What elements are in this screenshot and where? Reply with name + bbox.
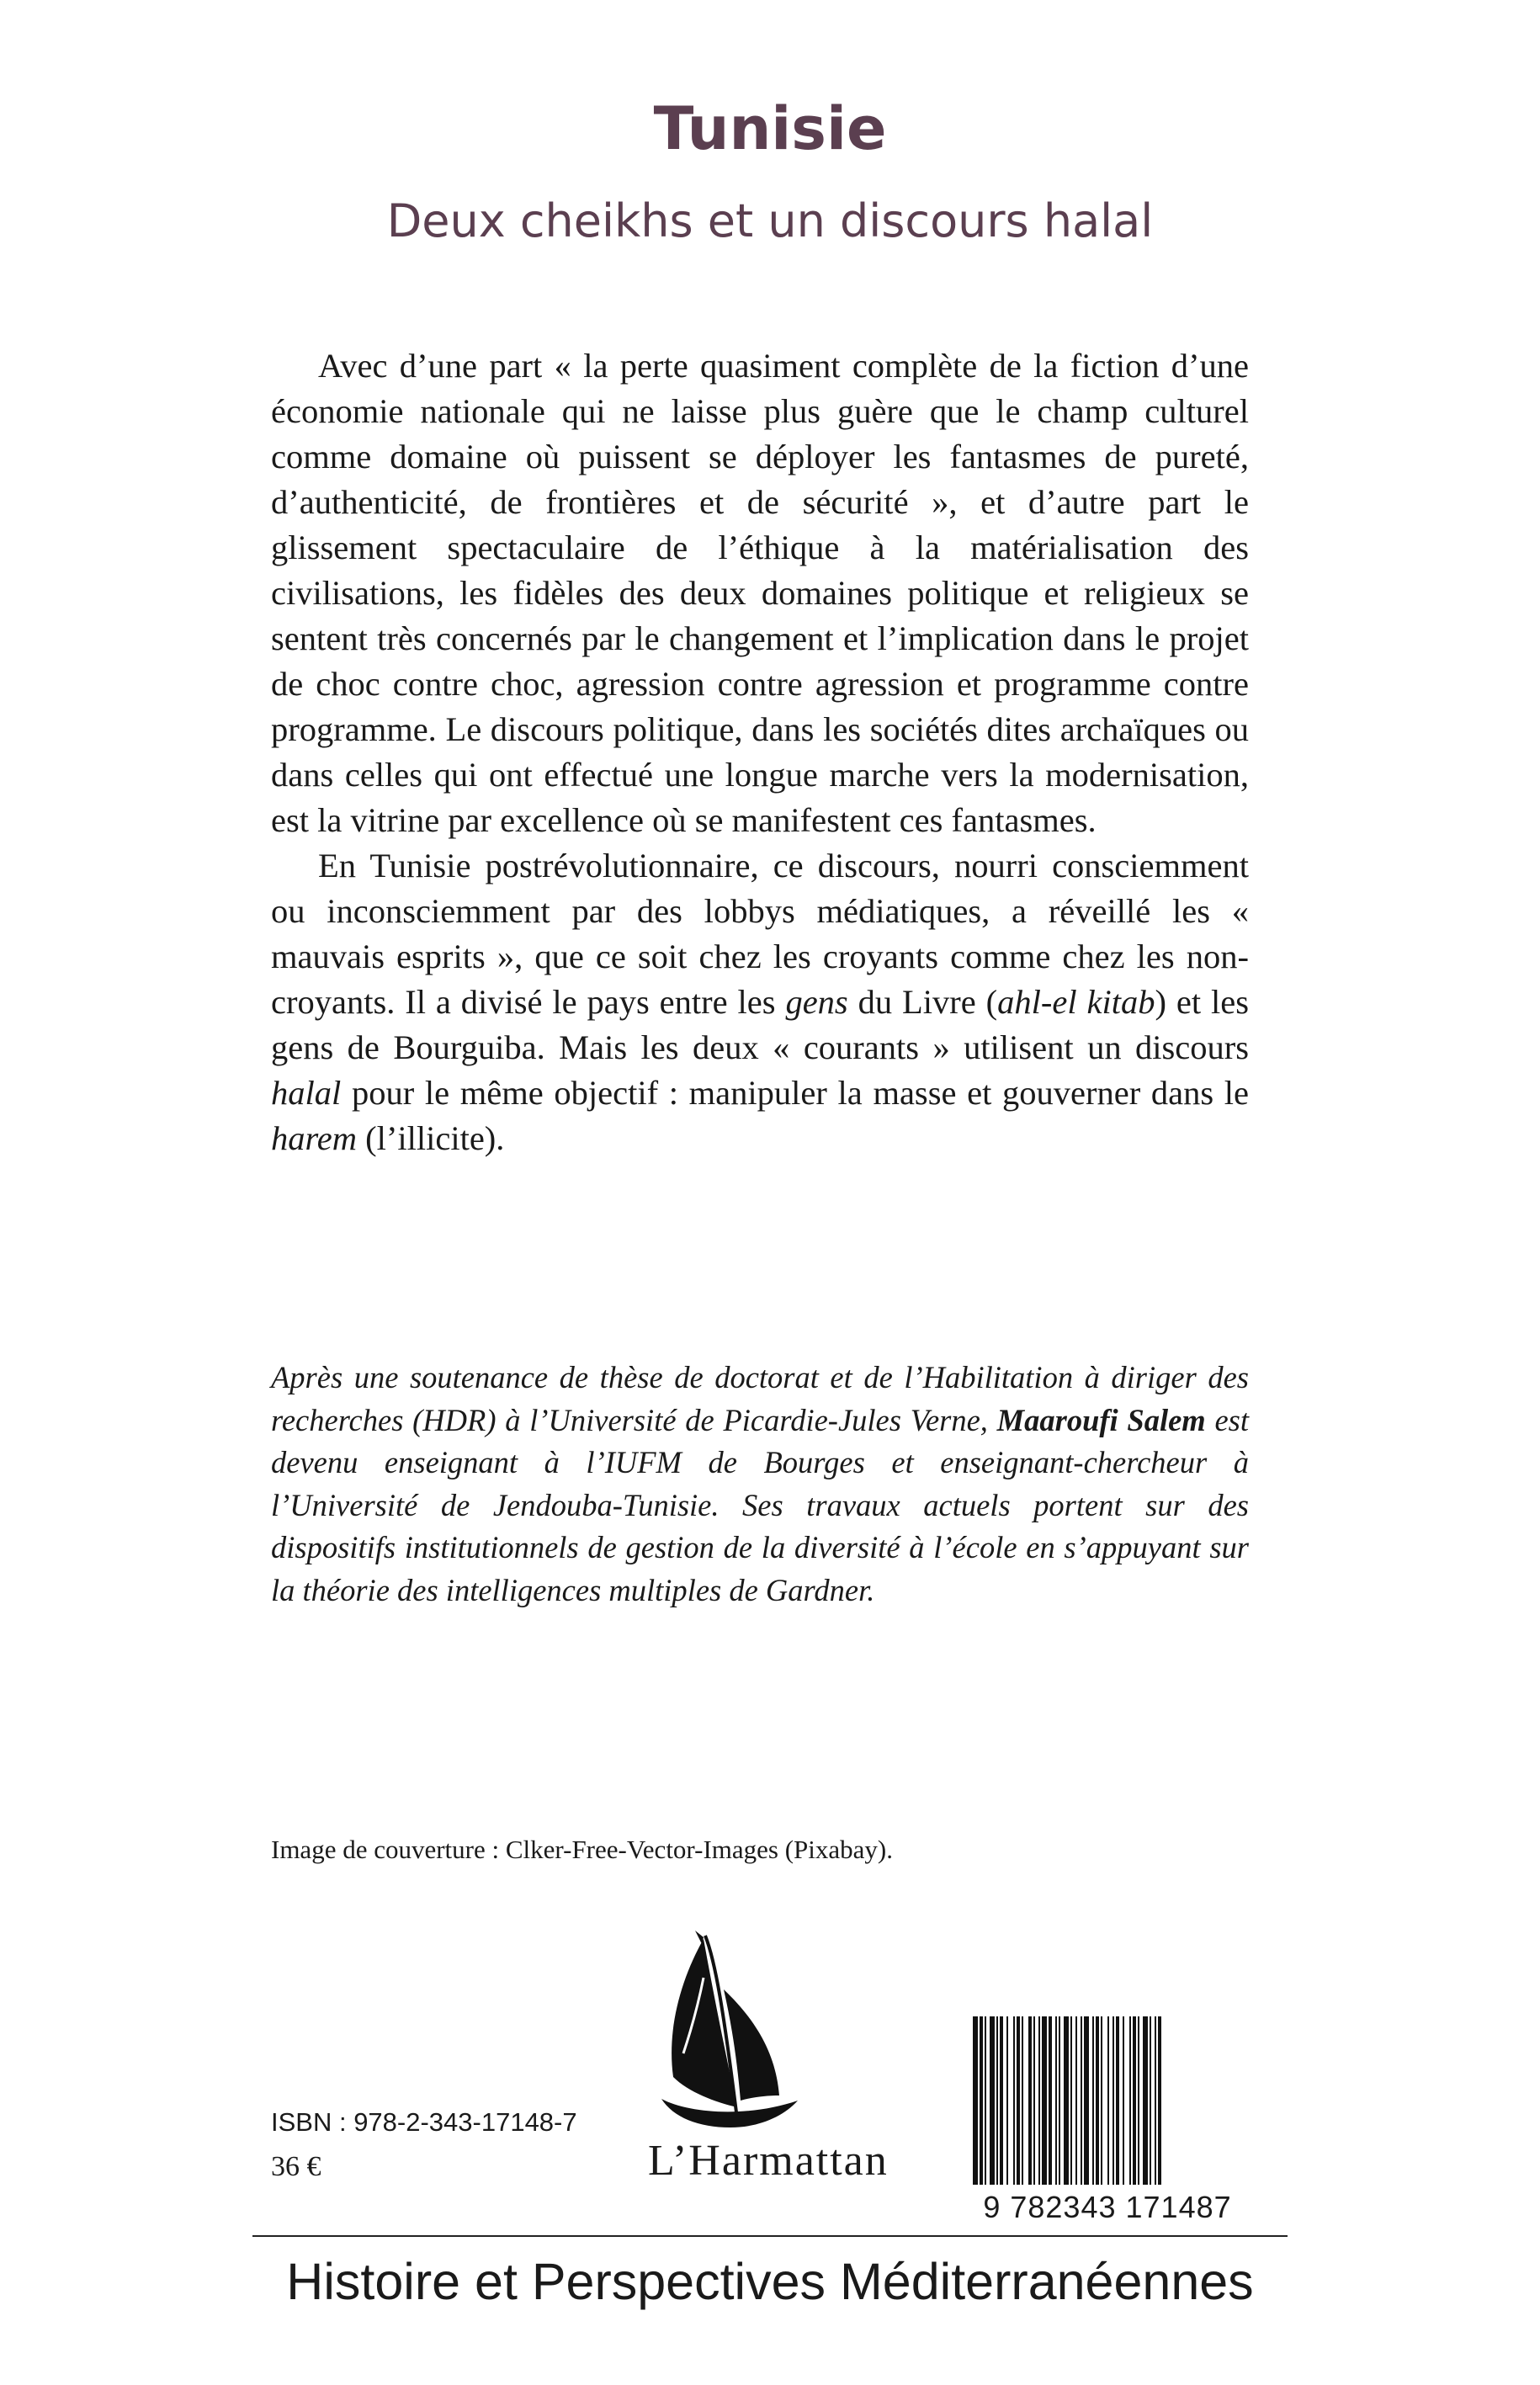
barcode-bar: [1042, 2016, 1047, 2185]
barcode-bar: [1101, 2016, 1102, 2185]
barcode: [966, 2016, 1249, 2227]
barcode-bar: [1129, 2016, 1131, 2185]
p2-italic-harem: harem: [271, 1119, 357, 1157]
summary-text: [271, 343, 1249, 1161]
barcode-bar: [1000, 2016, 1003, 2185]
book-title: Tunisie: [653, 94, 887, 163]
p2-text-c: ) et les gens de Bourguiba. Mais les deux « courants » utilisent un discours: [271, 983, 1249, 1066]
barcode-digits: 9 782343 171487: [983, 2190, 1232, 2224]
barcode-bar: [1123, 2016, 1124, 2185]
author-name: Maaroufi Salem: [996, 1402, 1206, 1437]
barcode-bar: [1092, 2016, 1094, 2185]
bio-text-b: est devenu enseignant à l’IUFM de Bourges et enseignant-chercheur à l’Université de Jendouba-Tunisie. Ses travaux actuels portent sur des dispositifs institutionnels de gestion de la diversité à l’école en s’appuyant sur la théorie des intelligences multiples de Gardner.: [271, 1402, 1249, 1607]
p2-text-d: pour le même objectif : manipuler la masse et gouverner dans le: [341, 1074, 1249, 1112]
barcode-bar: [1084, 2016, 1089, 2185]
sailboat-logo-icon: [589, 1927, 909, 2146]
barcode-bar: [1133, 2016, 1136, 2185]
barcode-bar: [1049, 2016, 1052, 2185]
barcode-bar: [1143, 2016, 1148, 2185]
series-name: Histoire et Perspectives Méditerranéennes: [286, 2253, 1254, 2310]
divider-line: [252, 2235, 1288, 2237]
summary-paragraph-2: [271, 843, 1249, 1161]
bio-text-a: Après une soutenance de thèse de doctorat et de l’Habilitation à diriger des recherches (HDR) à l’Université de Picardie-Jules Verne,: [271, 1360, 1249, 1437]
author-bio: [271, 1357, 1249, 1612]
barcode-bar: [1075, 2016, 1077, 2185]
barcode-bar: [1059, 2016, 1060, 2185]
barcode-bar: [1028, 2016, 1032, 2185]
p2-italic-halal: halal: [271, 1074, 342, 1112]
barcode-bar: [1033, 2016, 1035, 2185]
publisher-name: L’Harmattan: [648, 2137, 889, 2185]
barcode-bar: [1006, 2016, 1008, 2185]
barcode-bar: [1013, 2016, 1015, 2185]
barcode-bar: [1022, 2016, 1023, 2185]
barcode-icon: [966, 2016, 1249, 2188]
barcode-bar: [1158, 2016, 1161, 2185]
barcode-bar: [985, 2016, 986, 2185]
barcode-bar: [1096, 2016, 1099, 2185]
barcode-bar: [1107, 2016, 1109, 2185]
price: 36 €: [271, 2151, 321, 2182]
cover-image-credit: Image de couverture : Clker-Free-Vector-Images (Pixabay).: [271, 1835, 893, 1864]
p2-text-a: En Tunisie postrévolutionnaire, ce discours, nourri consciemment ou inconsciemment par des lobbys médiatiques, a réveillé les « mauvais esprits », que ce soit chez les croyants comme chez les non-croyants. Il a divisé le pays entre les: [271, 847, 1249, 1021]
barcode-bar: [1017, 2016, 1020, 2185]
barcode-bar: [1113, 2016, 1114, 2185]
p2-text-b: du Livre (: [847, 983, 998, 1021]
book-subtitle: Deux cheikhs et un discours halal: [386, 194, 1154, 247]
publisher-logo: [589, 1927, 909, 2205]
p2-italic-gens: gens: [785, 983, 848, 1021]
barcode-bar: [1150, 2016, 1151, 2185]
isbn: ISBN : 978-2-343-17148-7: [271, 2107, 577, 2137]
summary-paragraph-1: Avec d’une part « la perte quasiment complète de la fiction d’une économie nationale qui ne laisse plus guère que le champ culturel comme domaine où puissent se déployer les fantasmes de pureté, d’authenticité, de frontières et de sécurité », et d’autre part le glissement spectaculaire de l’éthique à la matérialisation des civilisations, les fidèles des deux domaines politique et religieux se sentent très concernés par le changement et l’implication dans le projet de choc contre choc, agression contre agression et programme contre programme. Le discours politique, dans les sociétés dites archaïques ou dans celles qui ont effectué une longue marche vers la modernisation, est la vitrine par excellence où se manifestent ces fantasmes.: [271, 347, 1249, 839]
barcode-bar: [980, 2016, 983, 2185]
barcode-bar: [1070, 2016, 1072, 2185]
barcode-bar: [1038, 2016, 1040, 2185]
p2-text-e: (l’illicite).: [356, 1119, 505, 1157]
barcode-bar: [1138, 2016, 1139, 2185]
barcode-bar: [1064, 2016, 1069, 2185]
barcode-bar: [996, 2016, 998, 2185]
barcode-bar: [973, 2016, 978, 2185]
p2-italic-ahl: ahl-el kitab: [997, 983, 1155, 1021]
barcode-bar: [1081, 2016, 1082, 2185]
barcode-bar: [1055, 2016, 1057, 2185]
barcode-bar: [1155, 2016, 1156, 2185]
barcode-bar: [1116, 2016, 1119, 2185]
barcode-bar: [990, 2016, 995, 2185]
